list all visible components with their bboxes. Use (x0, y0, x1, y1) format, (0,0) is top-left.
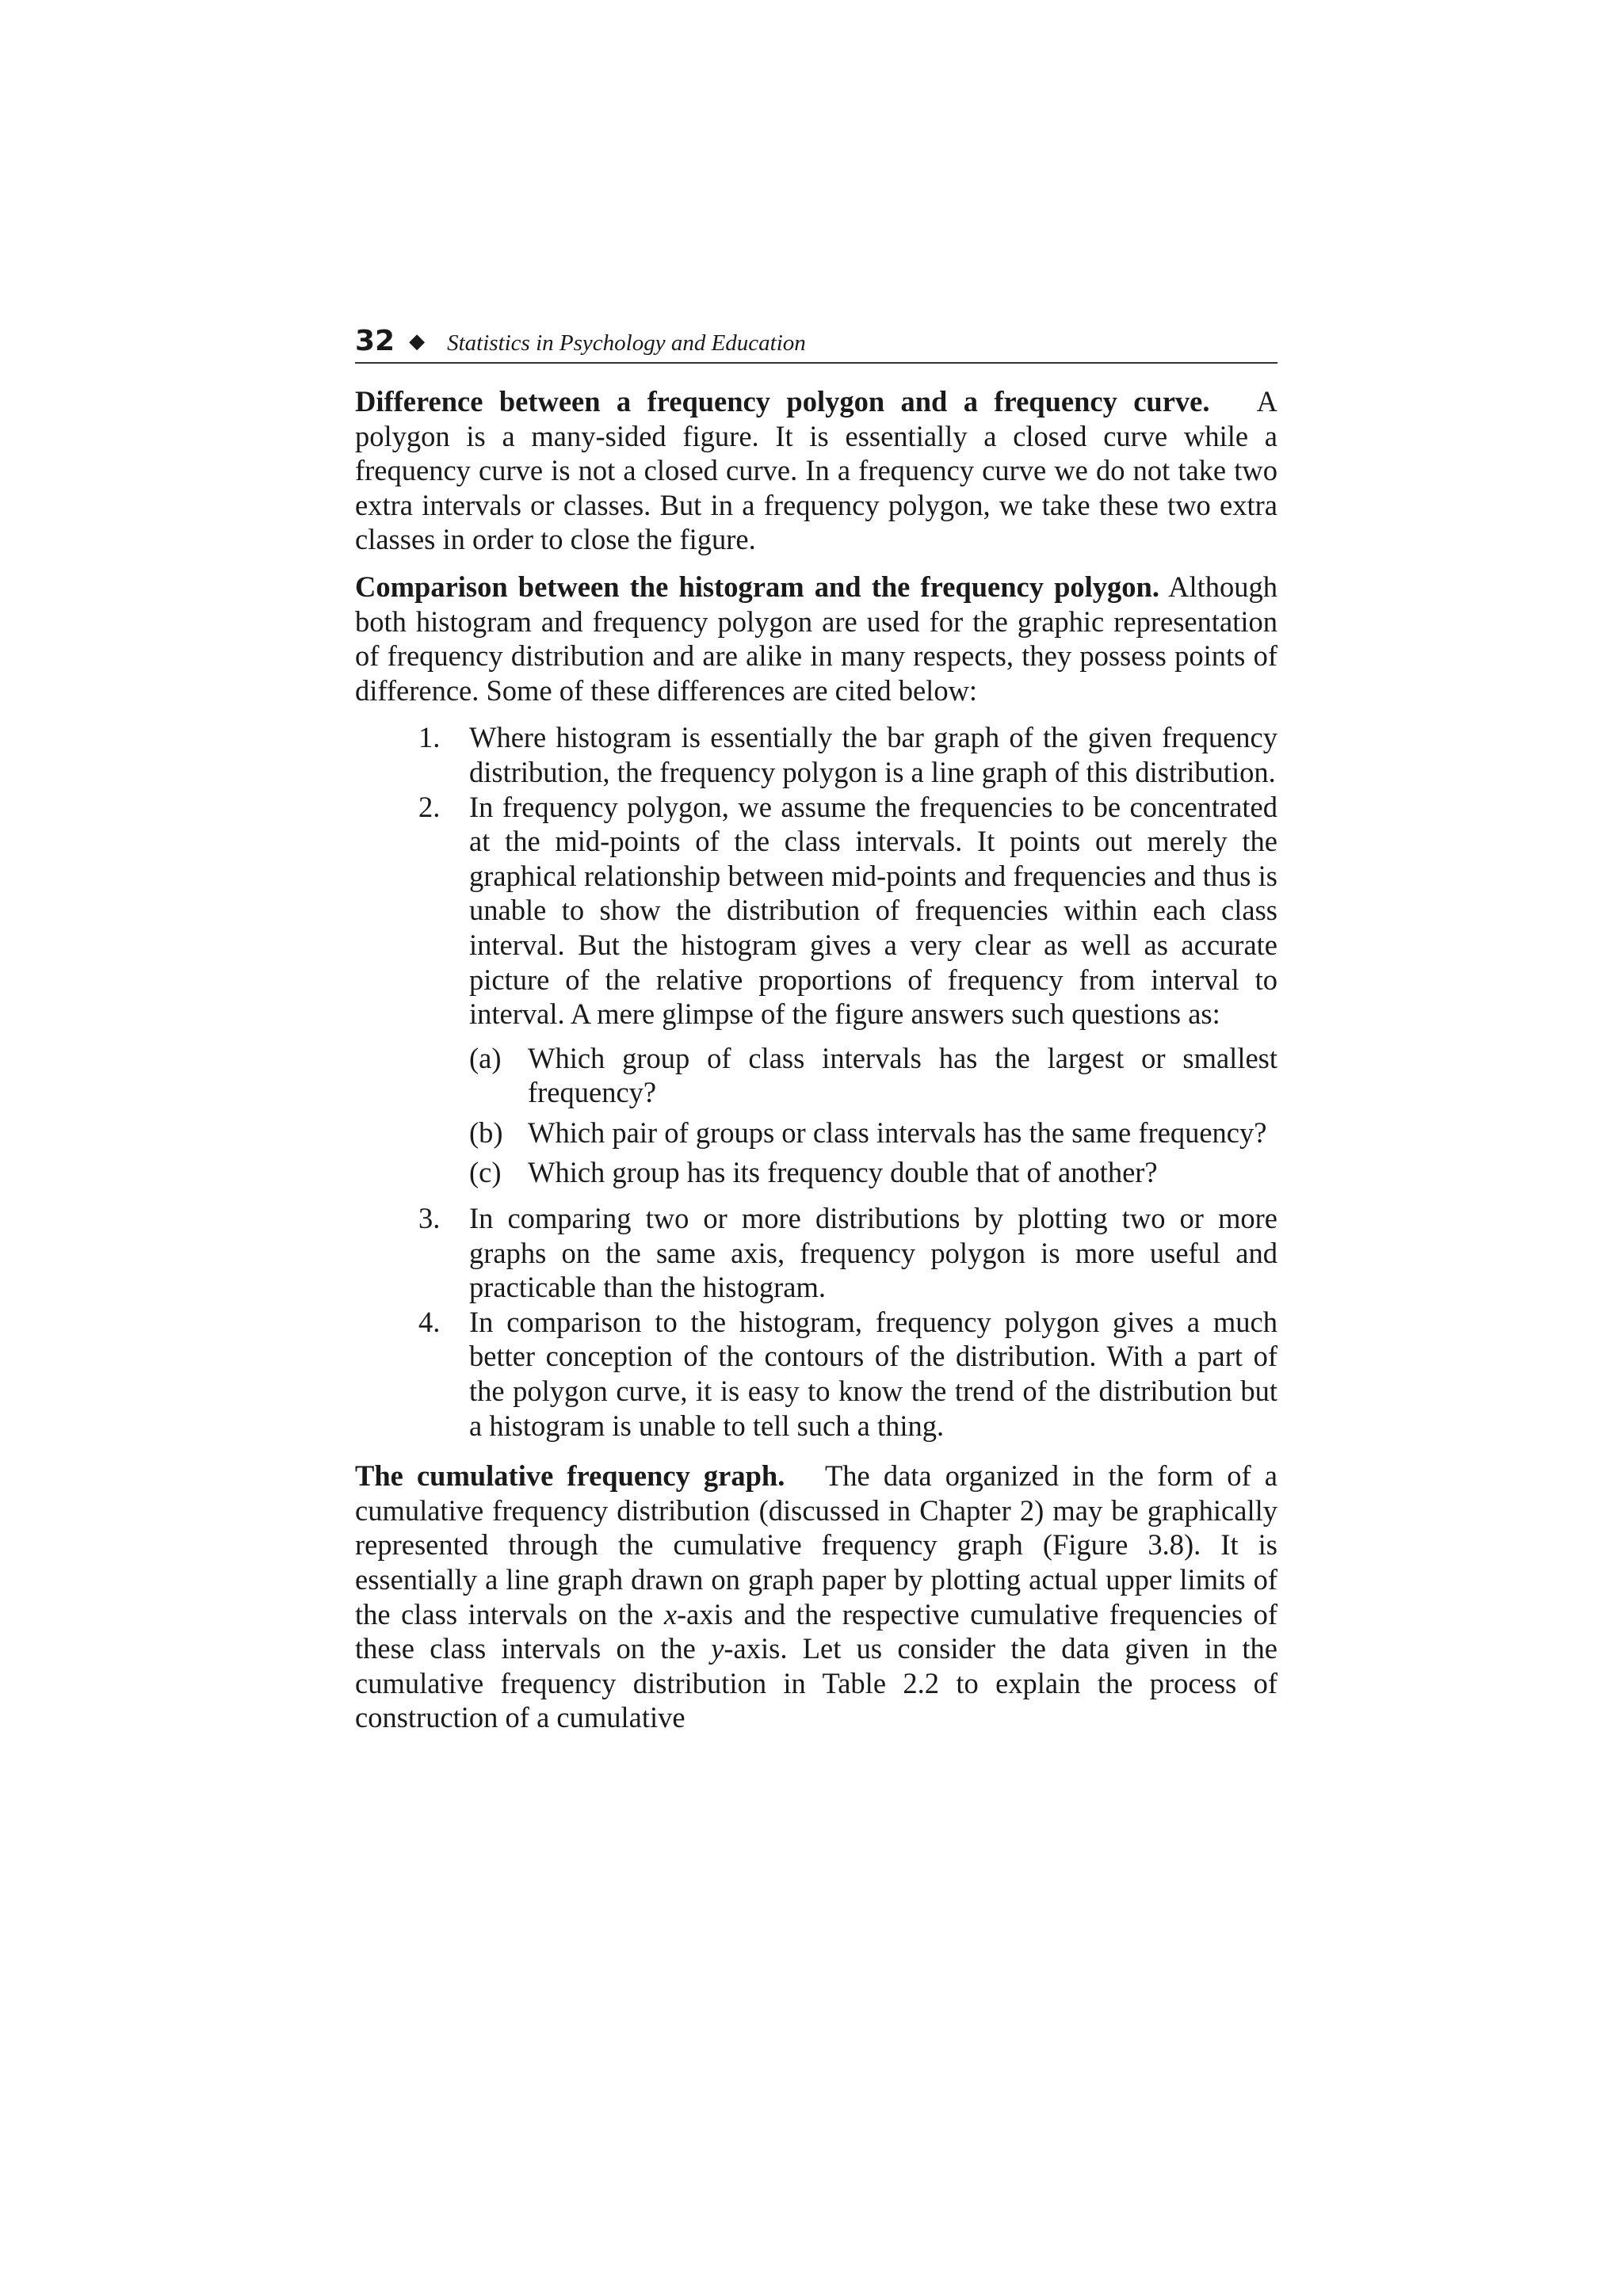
list-item (418, 1201, 1277, 1305)
list-item-text: In comparing two or more distributions by plotting two or more graphs on the same axis, frequency polygon is more useful and practicable than the histogram. (469, 1202, 1277, 1304)
text-cumulative-part-3: -axis. Let us consider the data given in the cumulative frequency distribution in Table 2.2 to explain the process of construction of a cumulative (355, 1632, 1277, 1734)
sublist-item-label: (a) (469, 1041, 502, 1074)
sublist-item-text: Which group has its frequency double that of another? (528, 1156, 1158, 1189)
list-item-text: In comparison to the histogram, frequency polygon gives a much better conception of the contours of the distribution. With a part of the polygon curve, it is easy to know the trend of the distribution but a histogram is unable to tell such a thing. (469, 1305, 1277, 1442)
sublist-item-label: (b) (469, 1116, 503, 1149)
sublist-item-text: Which pair of groups or class intervals has the same frequency? (528, 1116, 1267, 1149)
sublist-item (469, 1041, 1277, 1110)
heading-difference: Difference between a frequency polygon and a frequency curve. (355, 385, 1210, 418)
sublist-item-text: Which group of class intervals has the largest or smallest frequency? (528, 1041, 1277, 1109)
text-comparison: Although both histogram and frequency polygon are used for the graphic representation of frequency distribution and are alike in many respects, they possess points of difference. Some of these differences are cited below: (355, 570, 1277, 707)
differences-list (355, 720, 1277, 1443)
questions-sublist (469, 1041, 1277, 1190)
book-title: Statistics in Psychology and Education (447, 330, 806, 356)
list-item-number: 3. (418, 1202, 441, 1235)
list-item-text: Where histogram is essentially the bar graph of the given frequency distribution, the frequency polygon is a line graph of this distribution. (469, 721, 1277, 788)
list-item-number: 2. (418, 790, 441, 823)
paragraph-comparison (355, 570, 1277, 707)
x-variable: x (663, 1597, 678, 1630)
heading-comparison: Comparison between the histogram and the frequency polygon. (355, 570, 1159, 603)
list-item-number: 4. (418, 1305, 441, 1338)
list-item (418, 790, 1277, 1202)
book-page (355, 325, 1277, 1748)
list-item-body (469, 790, 1277, 1202)
paragraph-difference (355, 384, 1277, 557)
text-difference: A polygon is a many-sided figure. It is essentially a closed curve while a frequency curve is not a closed curve. In a frequency curve we do not take two extra intervals or classes. But in a frequency polygon, we take these two extra classes in order to close the figure. (355, 385, 1277, 556)
heading-cumulative: The cumulative frequency graph. (355, 1459, 785, 1493)
diamond-separator-icon: ◆ (409, 330, 426, 353)
list-item-number: 1. (418, 721, 441, 754)
running-head (355, 325, 1277, 364)
paragraph-cumulative (355, 1459, 1277, 1735)
y-variable: y (711, 1632, 724, 1665)
list-item (418, 720, 1277, 789)
text-cumulative-part-2: -axis and the respective cumulative frequencies of these class intervals on the (355, 1597, 1277, 1665)
sublist-item (469, 1155, 1277, 1190)
page-number: 32 (355, 325, 395, 357)
list-item (418, 1305, 1277, 1443)
sublist-item-label: (c) (469, 1156, 502, 1189)
list-item-text: In frequency polygon, we assume the frequencies to be concentrated at the mid-points of the class intervals. It points out merely the graphical relationship between mid-points and frequencies and thus is unable to show the distribution of frequencies within each class interval. But the histogram gives a very clear as well as accurate picture of the relative proportions of frequency from interval to interval. A mere glimpse of the figure answers such questions as: (469, 790, 1277, 1031)
text-cumulative-part-1: The data organized in the form of a cumulative frequency distribution (discussed in Chapter 2) may be graphically represented through the cumulative frequency graph (Figure 3.8). It is essentially a line graph drawn on graph paper by plotting actual upper limits of the class intervals on the (355, 1459, 1277, 1630)
sublist-item (469, 1116, 1277, 1150)
